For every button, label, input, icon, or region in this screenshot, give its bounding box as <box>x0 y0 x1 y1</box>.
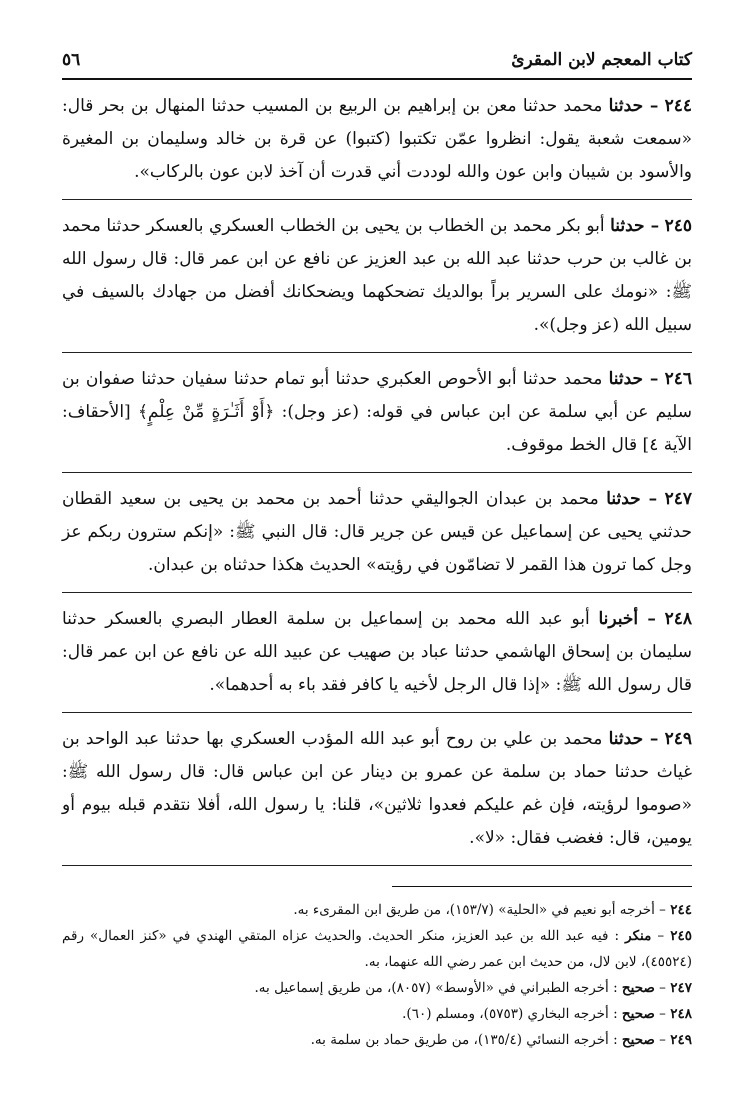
hadith-dash: – <box>643 729 659 749</box>
footnote-dash: – <box>654 1006 666 1022</box>
footnote-text: : أخرجه الطبراني في «الأوسط» (٨٠٥٧)، من طريق إسماعيل به. <box>254 980 618 996</box>
hadith-lead: حدثنا <box>606 489 641 509</box>
hadith-entry <box>62 90 692 200</box>
footnote-text: : أخرجه البخاري (٥٧٥٣)، ومسلم (٦٠). <box>402 1006 618 1022</box>
hadith-text: محمد حدثنا أبو الأحوص العكبري حدثنا أبو تمام حدثنا سفيان حدثنا صفوان بن سليم عن أبي سلمة عن ابن عباس في قوله: (عز وجل): ﴿أَوْ أَثَـٰرَةٍ مِّنْ عِلْمٍ﴾ [الأحقاف: الآية ٤] قال الخط موقوف. <box>62 369 692 455</box>
footnote-number: ٢٤٧ <box>670 980 692 996</box>
running-title: كتاب المعجم لابن المقرئ <box>511 50 692 70</box>
hadith-text: أبو بكر محمد بن الخطاب بن يحيى بن الخطاب العسكري بالعسكر حدثنا محمد بن غالب بن حرب حدثنا عبد الله بن عبد العزيز عن نافع عن ابن عمر قال: قال رسول الله ﷺ: «نومك على السرير براً بوالديك تضحكهما ويضحكانك أفضل من جهادك بالسيف في سبيل الله (عز وجل)». <box>62 216 692 335</box>
hadith-text: أبو عبد الله محمد بن إسماعيل بن سلمة العطار البصري بالعسكر حدثنا سليمان بن إسحاق الهاشمي حدثنا عباد بن صهيب عن عبيد الله عن نافع عن ابن عمر قال: قال رسول الله ﷺ: «إذا قال الرجل لأخيه يا كافر فقد باء به أحدهما». <box>62 609 692 695</box>
hadith-number: ٢٤٨ <box>664 609 693 629</box>
footnote-text: : أخرجه النسائي (١٣٥/٤)، من طريق حماد بن سلمة به. <box>310 1032 618 1048</box>
footnote-dash: – <box>654 1032 666 1048</box>
footnote-grade: منكر <box>625 928 652 944</box>
hadith-lead: حدثنا <box>610 216 645 236</box>
footnote <box>62 1027 692 1053</box>
footnote-number: ٢٤٥ <box>670 928 693 944</box>
book-page <box>62 44 692 1074</box>
hadith-text: محمد بن عبدان الجواليقي حدثنا أحمد بن محمد بن يحيى بن سعيد القطان حدثني يحيى عن إسماعيل عن قيس عن جرير قال: قال النبي ﷺ: «إنكم سترون ربكم عز وجل كما ترون هذا القمر لا تضامّون في رؤيته» الحديث هكذا حدثناه بن عبدان. <box>62 489 692 575</box>
page-number: ٥٦ <box>62 50 81 70</box>
hadith-lead: حدثنا <box>608 729 644 749</box>
hadith-dash: – <box>643 96 659 116</box>
hadith-dash: – <box>640 489 658 509</box>
footnote-dash: – <box>654 902 666 918</box>
hadith-text: محمد بن علي بن روح أبو عبد الله المؤدب العسكري بها حدثنا عبد الواحد بن غياث حدثنا حماد بن سلمة عن عمرو بن دينار عن ابن عباس قال: قال رسول الله ﷺ: «صوموا لرؤيته، فإن غم عليكم فعدوا ثلاثين»، قلنا: يا رسول الله، أفلا نتقدم قبله بيوم أو يومين، قال: فغضب فقال: «لا». <box>62 729 692 848</box>
footnote <box>62 897 692 923</box>
hadith-entry <box>62 723 692 866</box>
hadith-lead: حدثنا <box>608 96 644 116</box>
hadith-lead: حدثنا <box>608 369 644 389</box>
footnote <box>62 975 692 1001</box>
hadith-dash: – <box>638 609 656 629</box>
hadith-entry <box>62 210 692 353</box>
footnote-grade: صحيح <box>621 1032 655 1048</box>
footnotes <box>62 897 692 1053</box>
hadith-entry <box>62 603 692 713</box>
footnote-number: ٢٤٤ <box>670 902 692 918</box>
hadith-entry <box>62 363 692 473</box>
hadith-number: ٢٤٤ <box>664 96 693 116</box>
footnote-number: ٢٤٩ <box>670 1032 692 1048</box>
page-header <box>62 44 692 80</box>
hadith-number: ٢٤٥ <box>664 216 693 236</box>
footnote-dash: – <box>651 928 665 944</box>
footnote <box>62 1001 692 1027</box>
hadith-text: محمد حدثنا معن بن إبراهيم بن الربيع بن المسيب حدثنا المنهال بن بحر قال: «سمعت شعبة يقول: انظروا عمّن تكتبوا (كتبوا) عن قرة بن خالد وسليمان بن المغيرة والأسود بن شيبان وابن عون والله لوددت أني قدرت أن آخذ لابن عون بالركاب». <box>62 96 692 182</box>
footnote-text: : فيه عبد الله بن عبد العزيز، منكر الحديث. والحديث عزاه المتقي الهندي في «كنز العمال» رقم (٤٥٥٢٤)، لابن لال، من حديث ابن عمر رضي الله عنهما، به. <box>62 928 692 970</box>
footnote-grade: صحيح <box>621 980 655 996</box>
footnote-text: أخرجه أبو نعيم في «الحلية» (١٥٣/٧)، من طريق ابن المقرىء به. <box>293 902 655 918</box>
footnote <box>62 923 692 975</box>
hadith-number: ٢٤٦ <box>664 369 692 389</box>
footnote-grade: صحيح <box>621 1006 655 1022</box>
hadith-lead: أخبرنا <box>598 609 639 629</box>
hadith-dash: – <box>644 216 660 236</box>
hadith-entry <box>62 483 692 593</box>
hadith-dash: – <box>643 369 659 389</box>
hadith-number: ٢٤٩ <box>664 729 693 749</box>
footnote-number: ٢٤٨ <box>670 1006 692 1022</box>
footnote-divider <box>392 886 692 887</box>
hadith-number: ٢٤٧ <box>664 489 692 509</box>
footnote-dash: – <box>654 980 666 996</box>
